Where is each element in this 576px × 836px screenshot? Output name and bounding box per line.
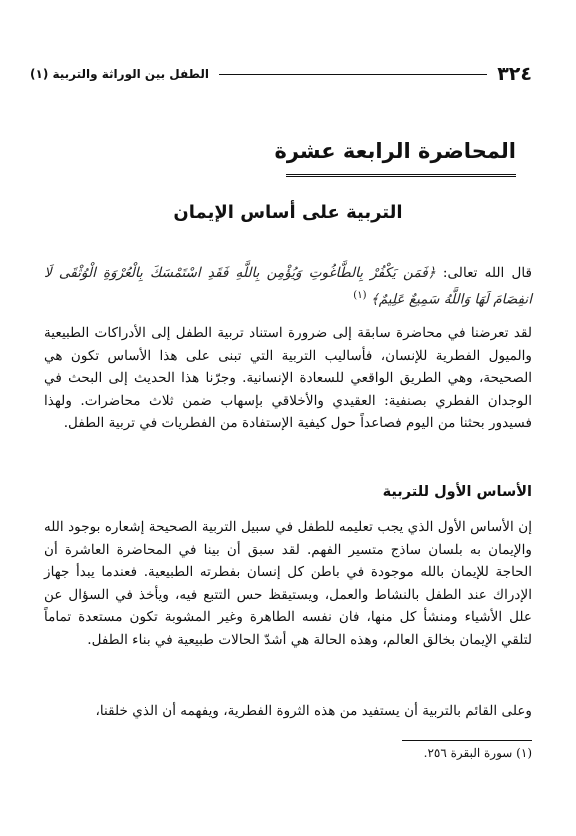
quote-verse: ﴿فَمَن يَكْفُرْ بِالطَّاغُوتِ وَيُؤْمِن بِاللَّهِ فَقَدِ اسْتَمْسَكَ بِالْعُرْوَةِ الْوُثْقَى لَا انفِصَامَ لَهَا وَاللَّهُ سَمِيعٌ عَلِيمٌ﴾: [44, 265, 532, 308]
subheading: الأساس الأول للتربية: [382, 484, 532, 500]
chapter-title-box: [274, 134, 516, 177]
footnote-rule: [402, 740, 532, 741]
paragraph-1: لقد تعرضنا في محاضرة سابقة إلى ضرورة استناد تربية الطفل إلى الأدراكات الطبيعية والميول الفطرية للإنسان، فأساليب التربية التي تبنى على هذا الأساس تكون هي الصحيحة، وهي الطريق الواقعي للسعادة الإنسانية. وجرّنا هذا الحديث إلى البحث في الوجدان الفطري بصنفية: العقيدي والأخلاقي بإسهاب ضمن ثلاث محاضرات. ولهذا فسيدور بحثنا من اليوم فصاعداً حول كيفية الإستفادة من الفطريات في تربية الطفل.: [44, 325, 532, 431]
section-title: التربية على أساس الإيمان: [173, 202, 403, 223]
quran-quote: [44, 262, 532, 311]
chapter-title: المحاضرة الرابعة عشرة: [274, 139, 516, 163]
paragraph-3: وعلى القائم بالتربية أن يستفيد من هذه الثروة الفطرية، ويفهمه أن الذي خلقنا،: [95, 703, 532, 719]
running-title: الطفل بين الوراثة والتربية (١): [30, 67, 209, 81]
footnote-reference: (١): [353, 289, 367, 301]
paragraph-2: إن الأساس الأول الذي يجب تعليمه للطفل في سبيل التربية الصحيحة إشعاره بوجود الله والإيمان به بلسان ساذج متسير الفهم. لقد سبق أن بينا في المحاضرة العاشرة أن الحاجة للإيمان بالله موجودة في باطن كل إنسان بفطرته الطبيعية. فعندما يبدأ جهاز الإدراك عند الطفل بالنشاط والعمل، ويستيقظ حس التتبع فيه، ويأخذ في السؤال عن علل الأشياء ومنشأ كل منها، فان نفسه الطاهرة وغير المشوبة تكون مستعدة تماماً لتلقي الإيمان بخالق العالم، وهذه الحالة هي أشدّ الحالات طبيعية في بناء الطفل.: [44, 519, 532, 648]
quote-intro: قال الله تعالى:: [442, 265, 532, 281]
footnote-text: سورة البقرة ٢٥٦.: [423, 746, 513, 760]
footnote-marker: (١): [516, 746, 532, 760]
header-rule: [219, 74, 487, 75]
page-number: ٣٢٤: [497, 63, 532, 85]
running-header: [30, 62, 532, 86]
footnote: [424, 746, 532, 760]
